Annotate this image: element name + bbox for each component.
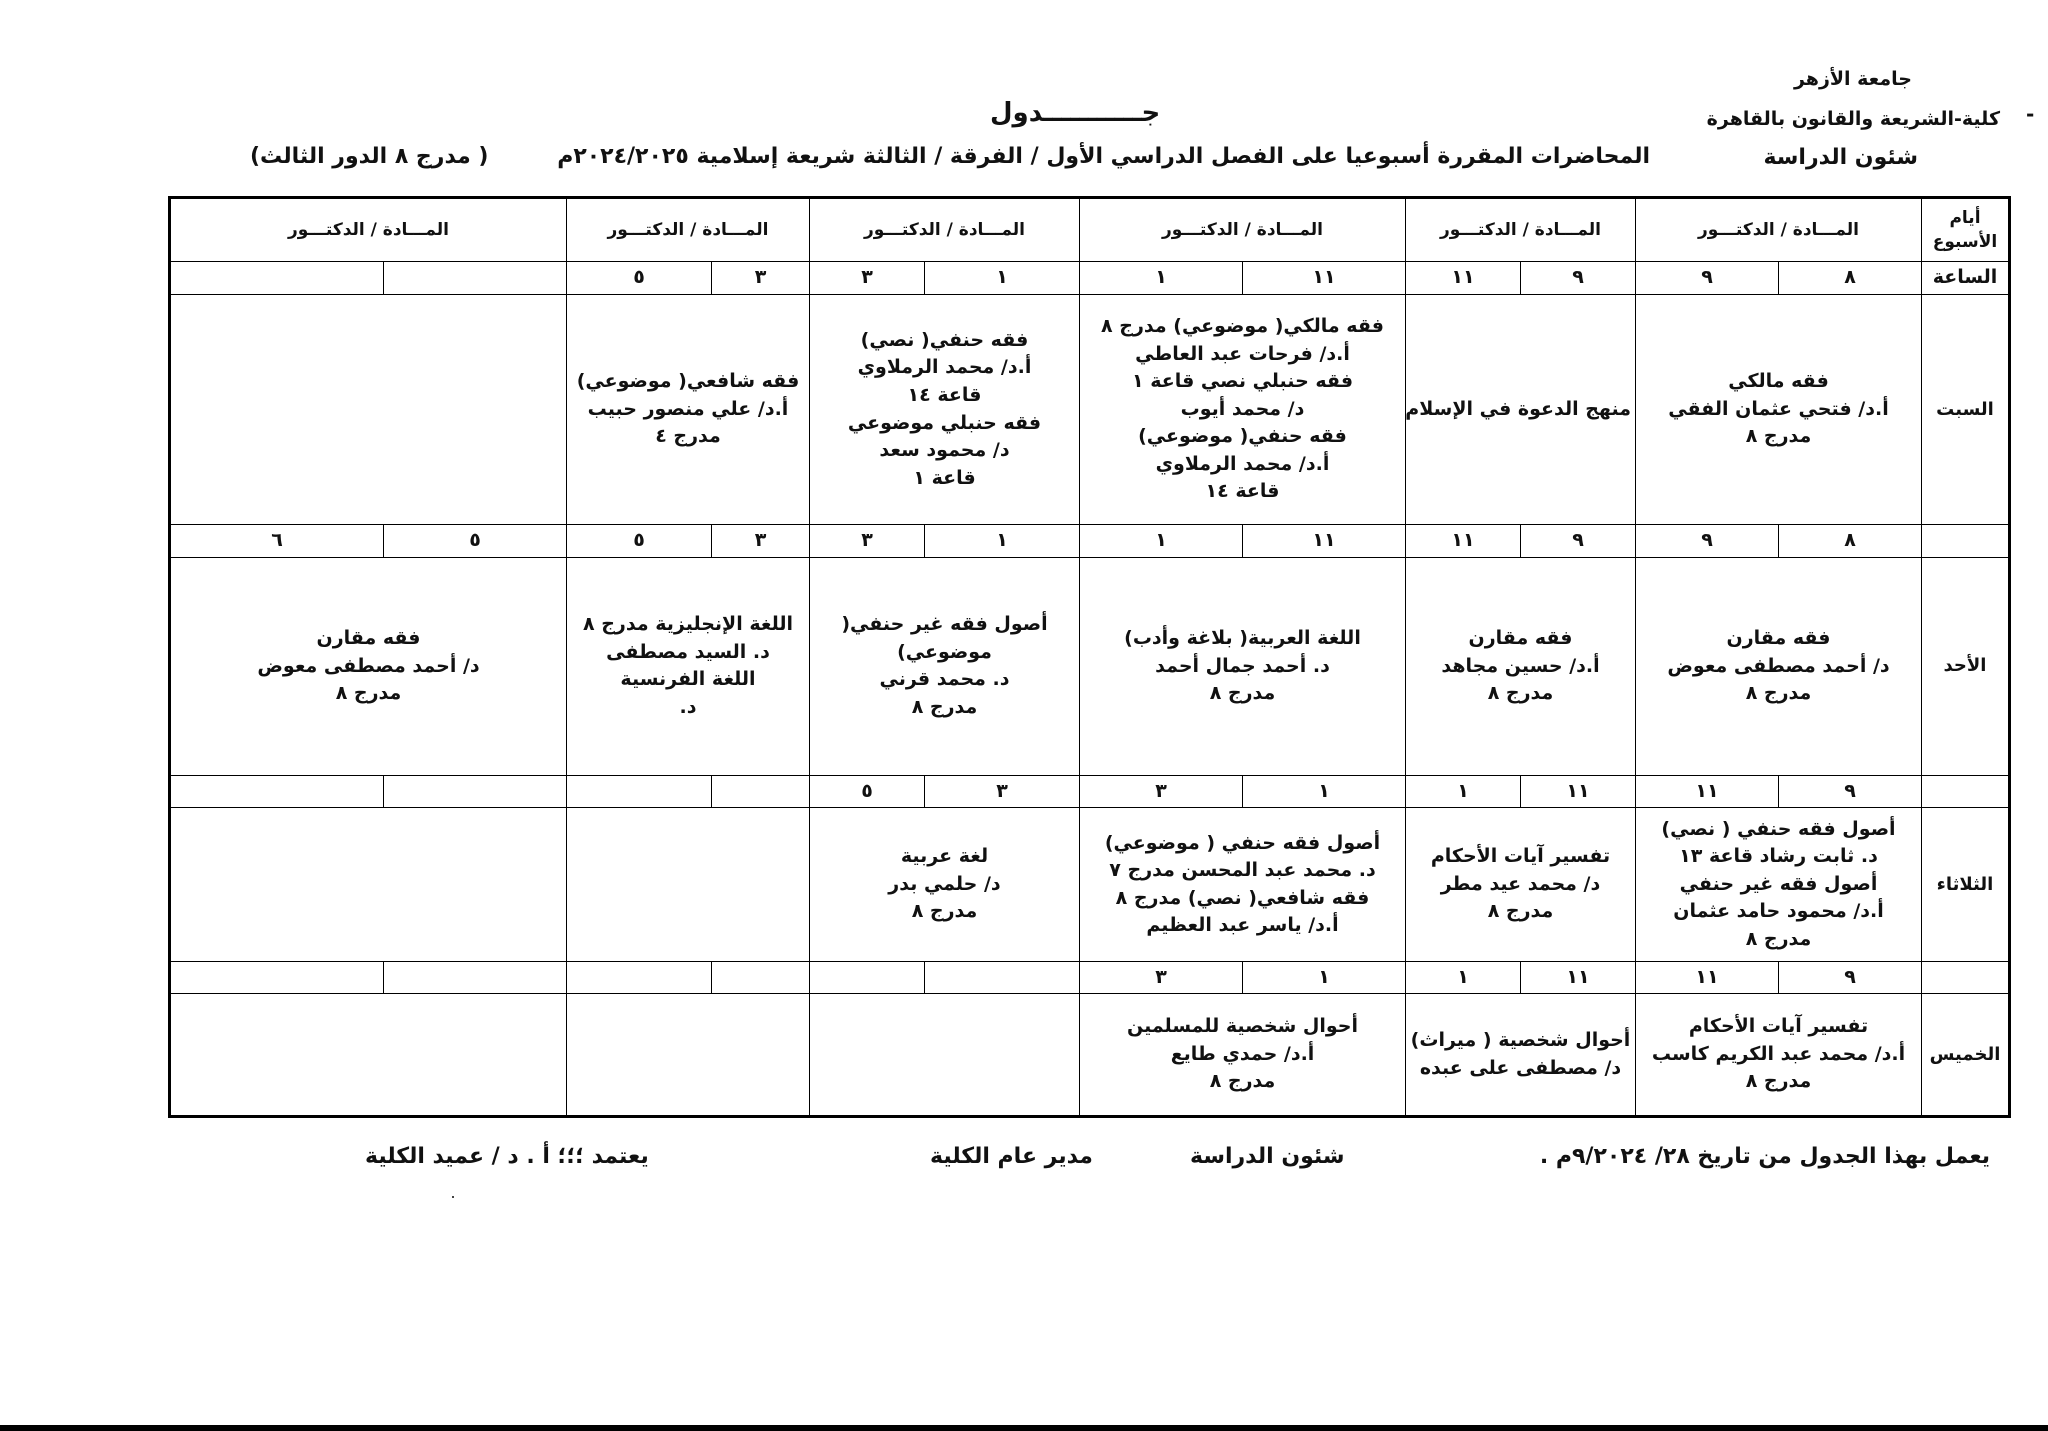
lecture-cell [170,808,567,962]
hour-row [170,525,2010,557]
hour-cell: ١ [925,525,1080,557]
hour-cell: ١١ [1406,262,1521,294]
hour-row [170,262,2010,294]
hour-cell: ٣ [810,525,925,557]
lecture-line: أ.د/ محمد الرملاوي [857,356,1032,379]
hour-cell: ١١ [1243,525,1406,557]
hour-cell: ٥ [384,525,567,557]
column-header: المـــادة / الدكتـــور [810,198,1080,262]
lecture-line: مدرج ٨ [335,682,402,705]
lecture-line: أصول فقه غير حنفي [1679,872,1878,895]
lecture-cell [567,994,810,1117]
lecture-cell [567,808,810,962]
lecture-line: فقه حنفي( نصي) [860,328,1029,351]
hour-label: الساعة [1922,262,2010,294]
lecture-line: مدرج ٨ [1745,682,1812,705]
lecture-line: أحوال شخصية ( ميراث) [1410,1029,1631,1052]
lecture-cell [1080,808,1406,962]
hour-cell: ٣ [925,775,1080,807]
lecture-line: فقه شافعي( موضوعي) [576,370,800,393]
lecture-line: فقه مالكي( موضوعي) مدرج ٨ [1101,315,1384,338]
hour-cell [567,962,712,994]
lecture-line: د/ محمد عيد مطر [1440,872,1601,895]
day-column-header: أيام الأسبوع [1922,198,2010,262]
lecture-cell [1406,557,1636,775]
lecture-line: أ.د/ محمد الرملاوي [1155,452,1330,475]
day-name: السبت [1922,294,2010,525]
lecture-cell [1636,557,1922,775]
scan-bottom-edge [0,1425,2048,1431]
effective-date-note: يعمل بهذا الجدول من تاريخ ٢٨/ ٩/٢٠٢٤م . [1539,1144,1990,1169]
schedule-subtitle: المحاضرات المقررة أسبوعيا على الفصل الدراسي الأول / الفرقة / الثالثة شريعة إسلامية ٢٠٢٤/٢٠٢٥م [557,144,1650,169]
lecture-line: تفسير آيات الأحكام [1430,845,1611,868]
hour-cell [170,775,384,807]
day-cell-continuation [1922,775,2010,807]
lecture-line: د. أحمد جمال أحمد [1155,654,1330,677]
lecture-line: مدرج ٨ [1745,927,1812,950]
hour-cell [567,775,712,807]
hour-cell [170,962,384,994]
day-row [170,994,2010,1117]
lecture-cell [170,294,567,525]
lecture-line: د/ مصطفى على عبده [1419,1056,1622,1079]
day-row [170,294,2010,525]
scan-dot [452,1196,454,1198]
lecture-line: أ.د/ محمد عبد الكريم كاسب [1651,1042,1906,1065]
lecture-line: منهج الدعوة في الإسلام [1405,397,1631,420]
column-header: المـــادة / الدكتـــور [170,198,567,262]
lecture-line: أ.د/ فتحي عثمان الفقي [1668,397,1889,420]
lecture-line: مدرج ٨ [1745,425,1812,448]
lecture-line: د/ محمد أيوب [1180,397,1305,420]
lecture-line: مدرج ٨ [1209,682,1276,705]
lecture-line: د/ محمود سعد [879,439,1010,462]
column-header-row [170,198,2010,262]
hour-cell: ٣ [1080,775,1243,807]
lecture-line: فقه مقارن [1726,627,1831,649]
lecture-cell [1636,808,1922,962]
lecture-cell [810,994,1080,1117]
lecture-line: مدرج ٨ [911,695,978,718]
header-dash: - [2026,102,2035,126]
lecture-line: فقه حنبلي موضوعي [847,411,1042,434]
hour-cell: ٣ [810,262,925,294]
hour-row [170,962,2010,994]
hour-cell [712,962,810,994]
hour-cell: ٥ [567,262,712,294]
hour-cell: ١ [1406,962,1521,994]
hour-cell: ٨ [1779,262,1922,294]
lecture-line: أ.د/ علي منصور حبيب [587,397,789,420]
lecture-cell [1636,294,1922,525]
lecture-line: مدرج ٨ [1487,682,1554,705]
lecture-line: فقه مقارن [1468,627,1573,649]
hour-row [170,775,2010,807]
lecture-line: أصول فقه غير حنفي( [841,613,1048,636]
day-row [170,557,2010,775]
column-header: المـــادة / الدكتـــور [1080,198,1406,262]
hour-cell: ٥ [810,775,925,807]
hour-cell [170,262,384,294]
lecture-line: فقه شافعي( نصي) مدرج ٨ [1115,886,1370,909]
schedule-table [168,196,2011,1118]
hour-cell: ٩ [1779,775,1922,807]
lecture-line: د. ثابت رشاد قاعة ١٣ [1679,845,1878,868]
day-row [170,808,2010,962]
hour-cell: ١ [1406,775,1521,807]
lecture-line: فقه مقارن [316,627,421,649]
lecture-line: مدرج ٤ [655,425,721,448]
lecture-line: د. محمد عبد المحسن مدرج ٧ [1109,859,1376,882]
venue-label: ( مدرج ٨ الدور الثالث) [250,144,489,169]
column-header: المـــادة / الدكتـــور [1636,198,1922,262]
lecture-line: قاعة ١٤ [1205,480,1280,503]
hour-cell: ١١ [1636,962,1779,994]
lecture-cell [1080,294,1406,525]
lecture-line: أصول فقه حنفي ( موضوعي) [1104,831,1381,854]
lecture-line: أ.د/ محمود حامد عثمان [1673,900,1884,923]
hour-cell: ٩ [1636,262,1779,294]
lecture-line: تفسير آيات الأحكام [1688,1015,1869,1038]
hour-cell: ٩ [1521,262,1636,294]
lecture-line: أصول فقه حنفي ( نصي) [1661,817,1896,840]
lecture-cell [1080,994,1406,1117]
study-affairs-label: شئون الدراسة [1763,145,1918,170]
hour-cell: ١١ [1636,775,1779,807]
hour-cell: ٩ [1779,962,1922,994]
lecture-line: أ.د/ حسين مجاهد [1441,654,1600,677]
lecture-line: د/ حلمي بدر [888,872,1001,895]
day-name: الثلاثاء [1922,808,2010,962]
faculty-name: كلية-الشريعة والقانون بالقاهرة [1706,108,2000,130]
lecture-line: فقه حنفي( موضوعي) [1138,425,1347,448]
lecture-line: قاعة ١٤ [907,384,982,407]
lecture-line: مدرج ٨ [911,900,978,923]
lecture-cell [170,994,567,1117]
lecture-cell [1636,994,1922,1117]
lecture-line: د. السيد مصطفى [606,640,770,663]
hour-cell [925,962,1080,994]
lecture-line: قاعة ١ [913,466,976,489]
hour-cell: ١ [925,262,1080,294]
schedule-title: جـــــــــــدول [990,98,1161,128]
column-header: المـــادة / الدكتـــور [567,198,810,262]
lecture-line: د. محمد قرني [879,668,1010,691]
hour-cell: ١ [1080,262,1243,294]
hour-cell: ١ [1080,525,1243,557]
hour-cell: ٩ [1636,525,1779,557]
lecture-cell [810,294,1080,525]
lecture-line: مدرج ٨ [1745,1070,1812,1093]
lecture-line: أحوال شخصية للمسلمين [1126,1015,1359,1038]
footer-approval: يعتمد ؛؛؛ أ . د / عميد الكلية [365,1144,649,1169]
lecture-line: اللغة الفرنسية [620,668,756,691]
hour-cell: ٥ [567,525,712,557]
hour-cell: ٣ [712,262,810,294]
day-cell-continuation [1922,962,2010,994]
lecture-line: لغة عربية [900,845,989,868]
day-name: الخميس [1922,994,2010,1117]
hour-cell [384,962,567,994]
hour-cell: ١١ [1521,775,1636,807]
hour-cell: ٦ [170,525,384,557]
hour-cell [810,962,925,994]
column-header: المـــادة / الدكتـــور [1406,198,1636,262]
hour-cell: ٣ [712,525,810,557]
hour-cell [384,775,567,807]
hour-cell: ٣ [1080,962,1243,994]
lecture-line: مدرج ٨ [1209,1070,1276,1093]
lecture-cell [567,557,810,775]
day-cell-continuation [1922,525,2010,557]
lecture-line: فقه حنبلي نصي قاعة ١ [1131,370,1354,393]
lecture-cell [1406,994,1636,1117]
hour-cell: ١ [1243,775,1406,807]
lecture-cell [810,808,1080,962]
lecture-cell [810,557,1080,775]
lecture-line: د/ أحمد مصطفى معوض [257,654,480,677]
lecture-cell [1406,294,1636,525]
day-name: الأحد [1922,557,2010,775]
lecture-line: د. [679,695,697,718]
lecture-cell [1080,557,1406,775]
hour-cell [384,262,567,294]
lecture-line: اللغة العربية( بلاغة وأدب) [1124,627,1361,649]
hour-cell: ١ [1243,962,1406,994]
hour-cell: ١١ [1521,962,1636,994]
footer-study-affairs: شئون الدراسة [1190,1144,1345,1169]
lecture-line: أ.د/ فرحات عبد العاطي [1135,342,1350,365]
lecture-line: اللغة الإنجليزية مدرج ٨ [583,613,793,636]
hour-cell: ٨ [1779,525,1922,557]
footer-director: مدير عام الكلية [930,1144,1093,1169]
lecture-line: د/ أحمد مصطفى معوض [1667,654,1890,677]
lecture-line: أ.د/ حمدي طايع [1170,1042,1315,1065]
lecture-line: فقه مالكي [1728,370,1829,393]
lecture-line: مدرج ٨ [1487,900,1554,923]
lecture-line: أ.د/ ياسر عبد العظيم [1146,914,1339,937]
hour-cell [712,775,810,807]
university-name: جامعة الأزهر [1793,68,1912,90]
lecture-cell [1406,808,1636,962]
hour-cell: ١١ [1243,262,1406,294]
lecture-cell [170,557,567,775]
lecture-cell [567,294,810,525]
lecture-line: موضوعي) [897,640,992,663]
hour-cell: ١١ [1406,525,1521,557]
hour-cell: ٩ [1521,525,1636,557]
